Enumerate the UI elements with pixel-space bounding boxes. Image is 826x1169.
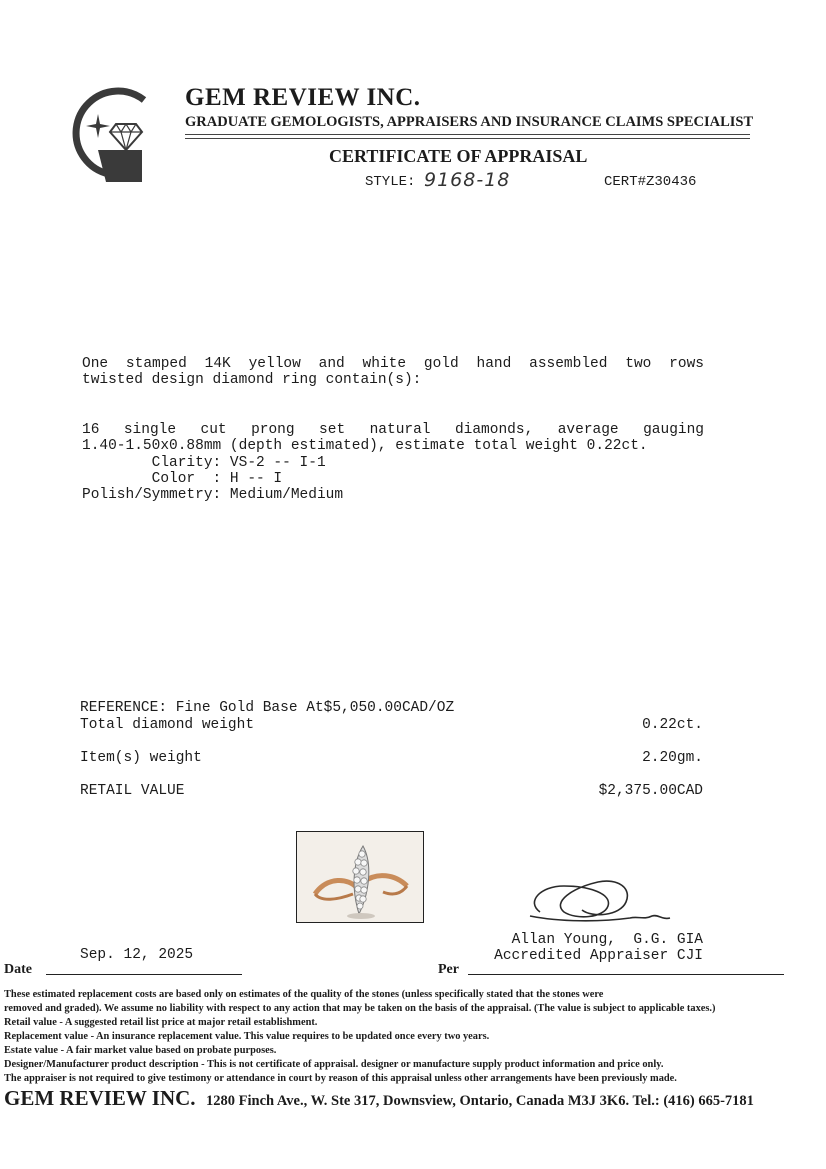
disclaimer-line: Estate value - A fair market value based on probate purposes. xyxy=(4,1045,277,1056)
item-description-line: twisted design diamond ring contain(s): xyxy=(82,372,422,388)
retail-value-label: RETAIL VALUE xyxy=(80,783,185,799)
appraiser-name: Allan Young, G.G. GIA xyxy=(511,932,703,948)
company-tagline: GRADUATE GEMOLOGISTS, APPRAISERS AND INSURANCE CLAIMS SPECIALIST xyxy=(185,114,754,130)
diamond-weight-value: 0.22ct. xyxy=(642,717,703,733)
company-logo-icon xyxy=(58,86,152,186)
disclaimer-line: Retail value - A suggested retail list price at major retail establishment. xyxy=(4,1017,318,1028)
item-weight-value: 2.20gm. xyxy=(642,750,703,766)
item-weight-label: Item(s) weight xyxy=(80,750,202,766)
retail-value-amount: $2,375.00CAD xyxy=(598,783,703,799)
disclaimer-line: These estimated replacement costs are based only on estimates of the quality of the stones (unless specifically stated that the stones were xyxy=(4,989,604,1000)
footer-address: 1280 Finch Ave., W. Ste 317, Downsview, Ontario, Canada M3J 3K6. Tel.: (416) 665-7181 xyxy=(206,1093,754,1109)
appraiser-credentials: Accredited Appraiser CJI xyxy=(494,948,703,964)
date-label: Date xyxy=(4,962,32,977)
appraisal-date: Sep. 12, 2025 xyxy=(80,947,194,963)
diamond-weight-label: Total diamond weight xyxy=(80,717,255,733)
disclaimer-line: removed and graded). We assume no liability with respect to any action that may be taken on the basis of the appraisal. (The value is subject to applicable taxes.) xyxy=(4,1003,716,1014)
per-signature-line xyxy=(468,974,784,975)
certificate-title: CERTIFICATE OF APPRAISAL xyxy=(329,146,588,166)
clarity-grade: Clarity: VS-2 -- I-1 xyxy=(82,455,326,471)
ring-photo xyxy=(296,831,424,923)
disclaimer-line: Designer/Manufacturer product description - This is not certificate of appraisal. designer or manufacture supply product information and price only. xyxy=(4,1059,664,1070)
item-description-line: One stamped 14K yellow and white gold hand assembled two rows xyxy=(82,356,704,372)
footer-company-name: GEM REVIEW INC. xyxy=(4,1086,196,1110)
gold-reference: REFERENCE: Fine Gold Base At$5,050.00CAD/OZ xyxy=(80,700,455,716)
per-label: Per xyxy=(438,962,459,977)
header-divider xyxy=(185,138,750,139)
header-divider xyxy=(185,134,750,135)
polish-symmetry-grade: Polish/Symmetry: Medium/Medium xyxy=(82,487,344,503)
stone-description-line: 16 single cut prong set natural diamonds, average gauging xyxy=(82,422,704,438)
disclaimer-line: Replacement value - An insurance replacement value. This value requires to be updated once every two years. xyxy=(4,1031,490,1042)
color-grade: Color : H -- I xyxy=(82,471,283,487)
date-signature-line xyxy=(46,974,242,975)
certificate-number: CERT#Z30436 xyxy=(604,174,697,190)
disclaimer-line: The appraiser is not required to give testimony or attendance in court by reason of this appraisal unless other arrangements have been previously made. xyxy=(4,1073,677,1084)
style-label: STYLE: xyxy=(365,174,416,190)
stone-description-line: 1.40-1.50x0.88mm (depth estimated), estimate total weight 0.22ct. xyxy=(82,438,648,454)
appraiser-signature xyxy=(520,872,680,932)
company-name: GEM REVIEW INC. xyxy=(185,84,421,111)
style-number-handwritten: 9168-18 xyxy=(424,169,511,191)
